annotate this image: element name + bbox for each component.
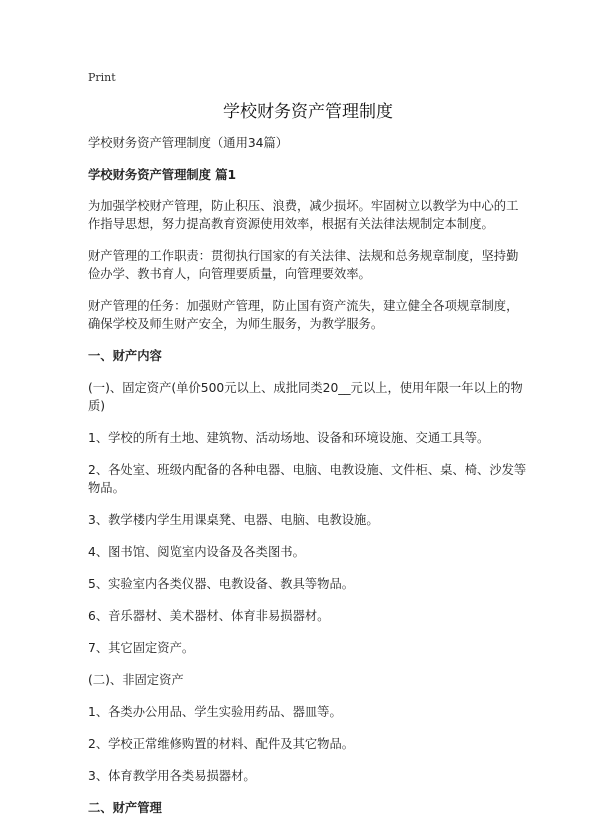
list-item: 4、图书馆、阅览室内设备及各类图书。 bbox=[88, 545, 305, 559]
paragraph: 财产管理的工作职责：贯彻执行国家的有关法律、法规和总务规章制度，坚持勤俭办学、教书育人，向管理要质量，向管理要效率。 bbox=[88, 249, 519, 281]
list-item: 2、学校正常维修购置的材料、配件及其它物品。 bbox=[88, 737, 355, 751]
paragraph: 财产管理的任务：加强财产管理，防止国有资产流失，建立健全各项规章制度，确保学校及师生财产安全，为师生服务，为教学服务。 bbox=[88, 299, 519, 331]
document-body bbox=[88, 134, 528, 817]
list-item: 1、学校的所有土地、建筑物、活动场地、设备和环境设施、交通工具等。 bbox=[88, 431, 490, 445]
list-item: 1、各类办公用品、学生实验用药品、器皿等。 bbox=[88, 705, 342, 719]
fixed-assets-heading: (一)、固定资产(单价500元以上、成批同类20__元以上，使用年限一年以上的物质) bbox=[88, 381, 523, 413]
list-item: 3、体育教学用各类易损器材。 bbox=[88, 769, 256, 783]
section-heading: 学校财务资产管理制度 篇1 bbox=[88, 168, 237, 182]
part1-heading: 一、财产内容 bbox=[88, 349, 162, 363]
list-item: 3、教学楼内学生用课桌凳、电器、电脑、电教设施。 bbox=[88, 513, 379, 527]
non-fixed-assets-heading: (二)、非固定资产 bbox=[88, 673, 184, 687]
list-item: 2、各处室、班级内配备的各种电器、电脑、电教设施、文件柜、桌、椅、沙发等物品。 bbox=[88, 463, 527, 495]
document-subtitle: 学校财务资产管理制度（通用34篇） bbox=[88, 136, 289, 150]
list-item: 7、其它固定资产。 bbox=[88, 641, 195, 655]
paragraph: 为加强学校财产管理，防止积压、浪费，减少损坏。牢固树立以教学为中心的工作指导思想，努力提高教育资源使用效率，根据有关法律法规制定本制度。 bbox=[88, 199, 519, 231]
list-item: 5、实验室内各类仪器、电教设备、教具等物品。 bbox=[88, 577, 355, 591]
part2-heading: 二、财产管理 bbox=[88, 801, 162, 815]
print-label: Print bbox=[88, 71, 116, 84]
page-title: 学校财务资产管理制度 bbox=[223, 102, 393, 122]
list-item: 6、音乐器材、美术器材、体育非易损器材。 bbox=[88, 609, 330, 623]
